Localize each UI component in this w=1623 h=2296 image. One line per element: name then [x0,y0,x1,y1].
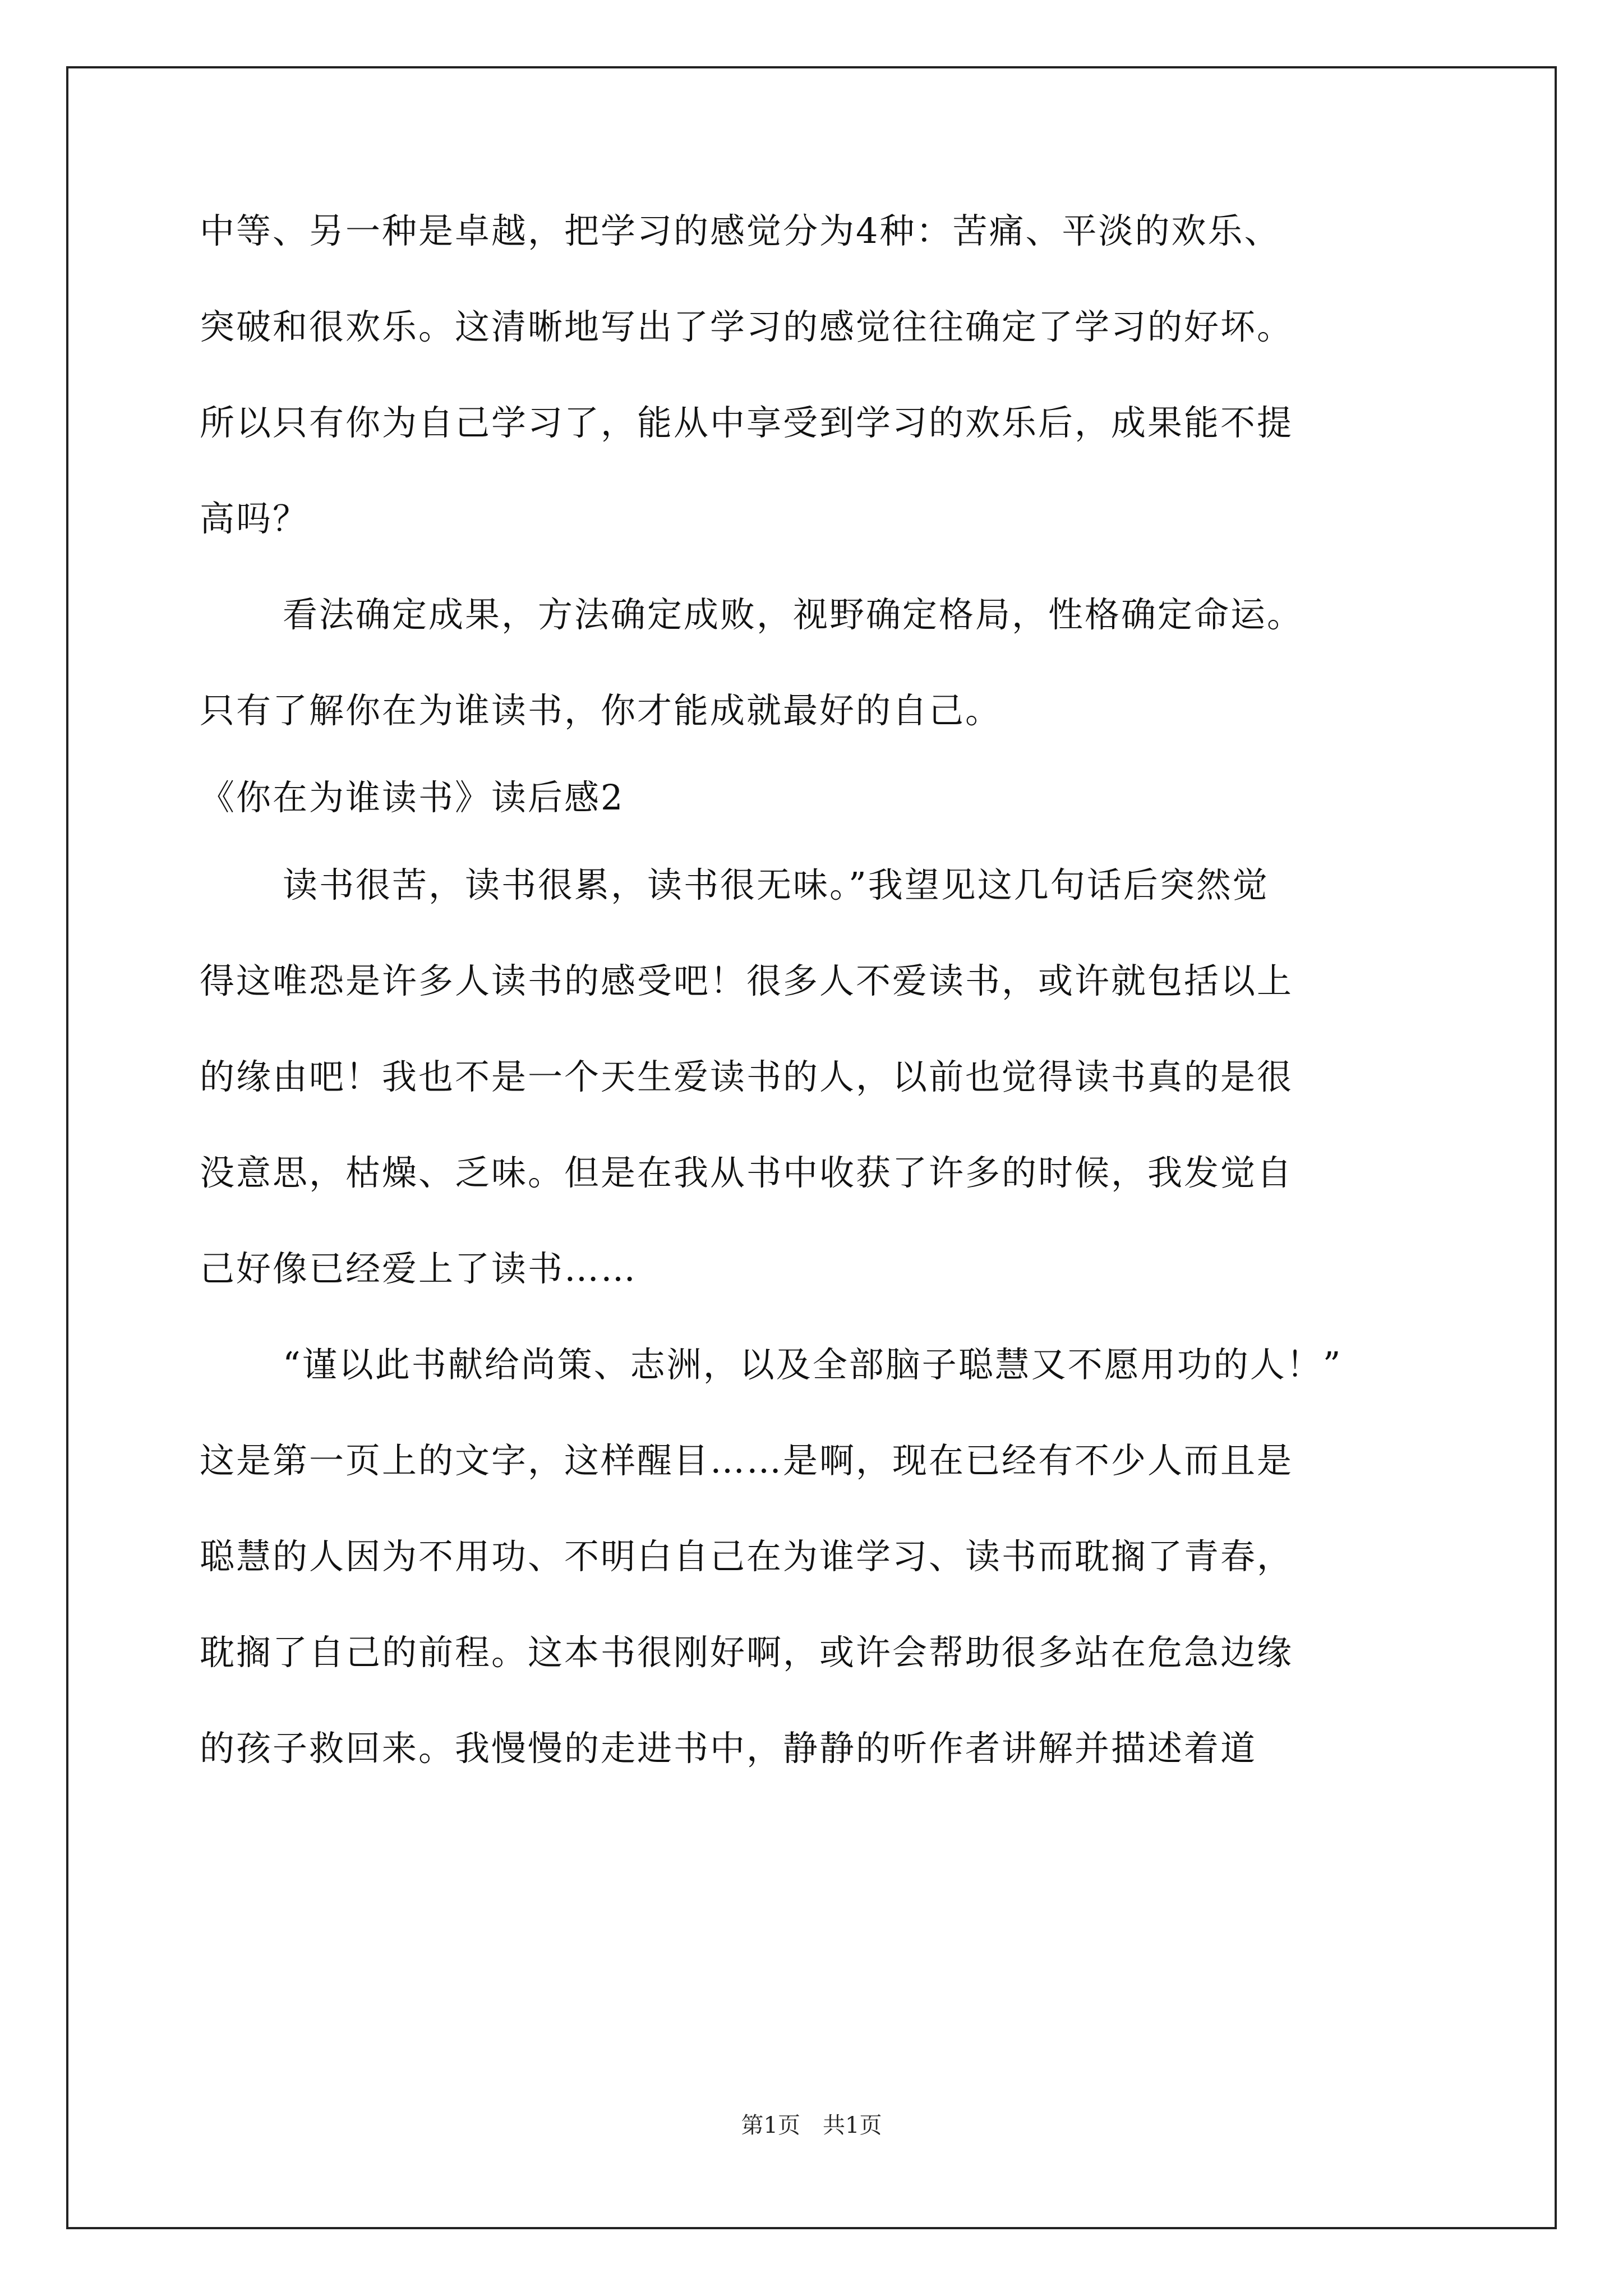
page-footer: 第1页 共1页 [741,2113,882,2138]
body-text-line: 只有了解你在为谁读书，你才能成就最好的自己。 [200,690,1002,731]
paragraph-first-line: 看法确定成果，方法确定成败，视野确定格局，性格确定命运。 [283,594,1304,635]
paragraph-first-line: 读书很苦，读书很累，读书很无味。”我望见这几句话后突然觉 [283,864,1269,905]
body-text-line: 的缘由吧！我也不是一个天生爱读书的人，以前也觉得读书真的是很 [200,1056,1294,1097]
body-text-line: 耽搁了自己的前程。这本书很刚好啊，或许会帮助很多站在危急边缘 [200,1632,1294,1673]
body-text-line: 这是第一页上的文字，这样醒目……是啊，现在已经有不少人而且是 [200,1440,1294,1481]
body-text-line: 得这唯恐是许多人读书的感受吧！很多人不爱读书，或许就包括以上 [200,960,1294,1001]
body-text-line: 高吗？ [200,498,310,539]
body-text-line: 突破和很欢乐。这清晰地写出了学习的感觉往往确定了学习的好坏。 [200,306,1294,347]
body-text-line: 聪慧的人因为不用功、不明白自己在为谁学习、读书而耽搁了青春， [200,1536,1294,1577]
body-text-line: 没意思，枯燥、乏味。但是在我从书中收获了许多的时候，我发觉自 [200,1152,1294,1193]
body-text-line: 所以只有你为自己学习了，能从中享受到学习的欢乐后，成果能不提 [200,402,1294,443]
body-text-line: 己好像已经爱上了读书…… [200,1248,638,1289]
body-text-line: 中等、另一种是卓越，把学习的感觉分为4种：苦痛、平淡的欢乐、 [200,210,1281,251]
page-border [66,66,1557,2229]
paragraph-first-line: “谨以此书献给尚策、志洲，以及全部脑子聪慧又不愿用功的人！” [283,1344,1343,1385]
body-text-line: 的孩子救回来。我慢慢的走进书中，静静的听作者讲解并描述着道 [200,1728,1257,1769]
section-heading: 《你在为谁读书》读后感2 [200,777,625,818]
